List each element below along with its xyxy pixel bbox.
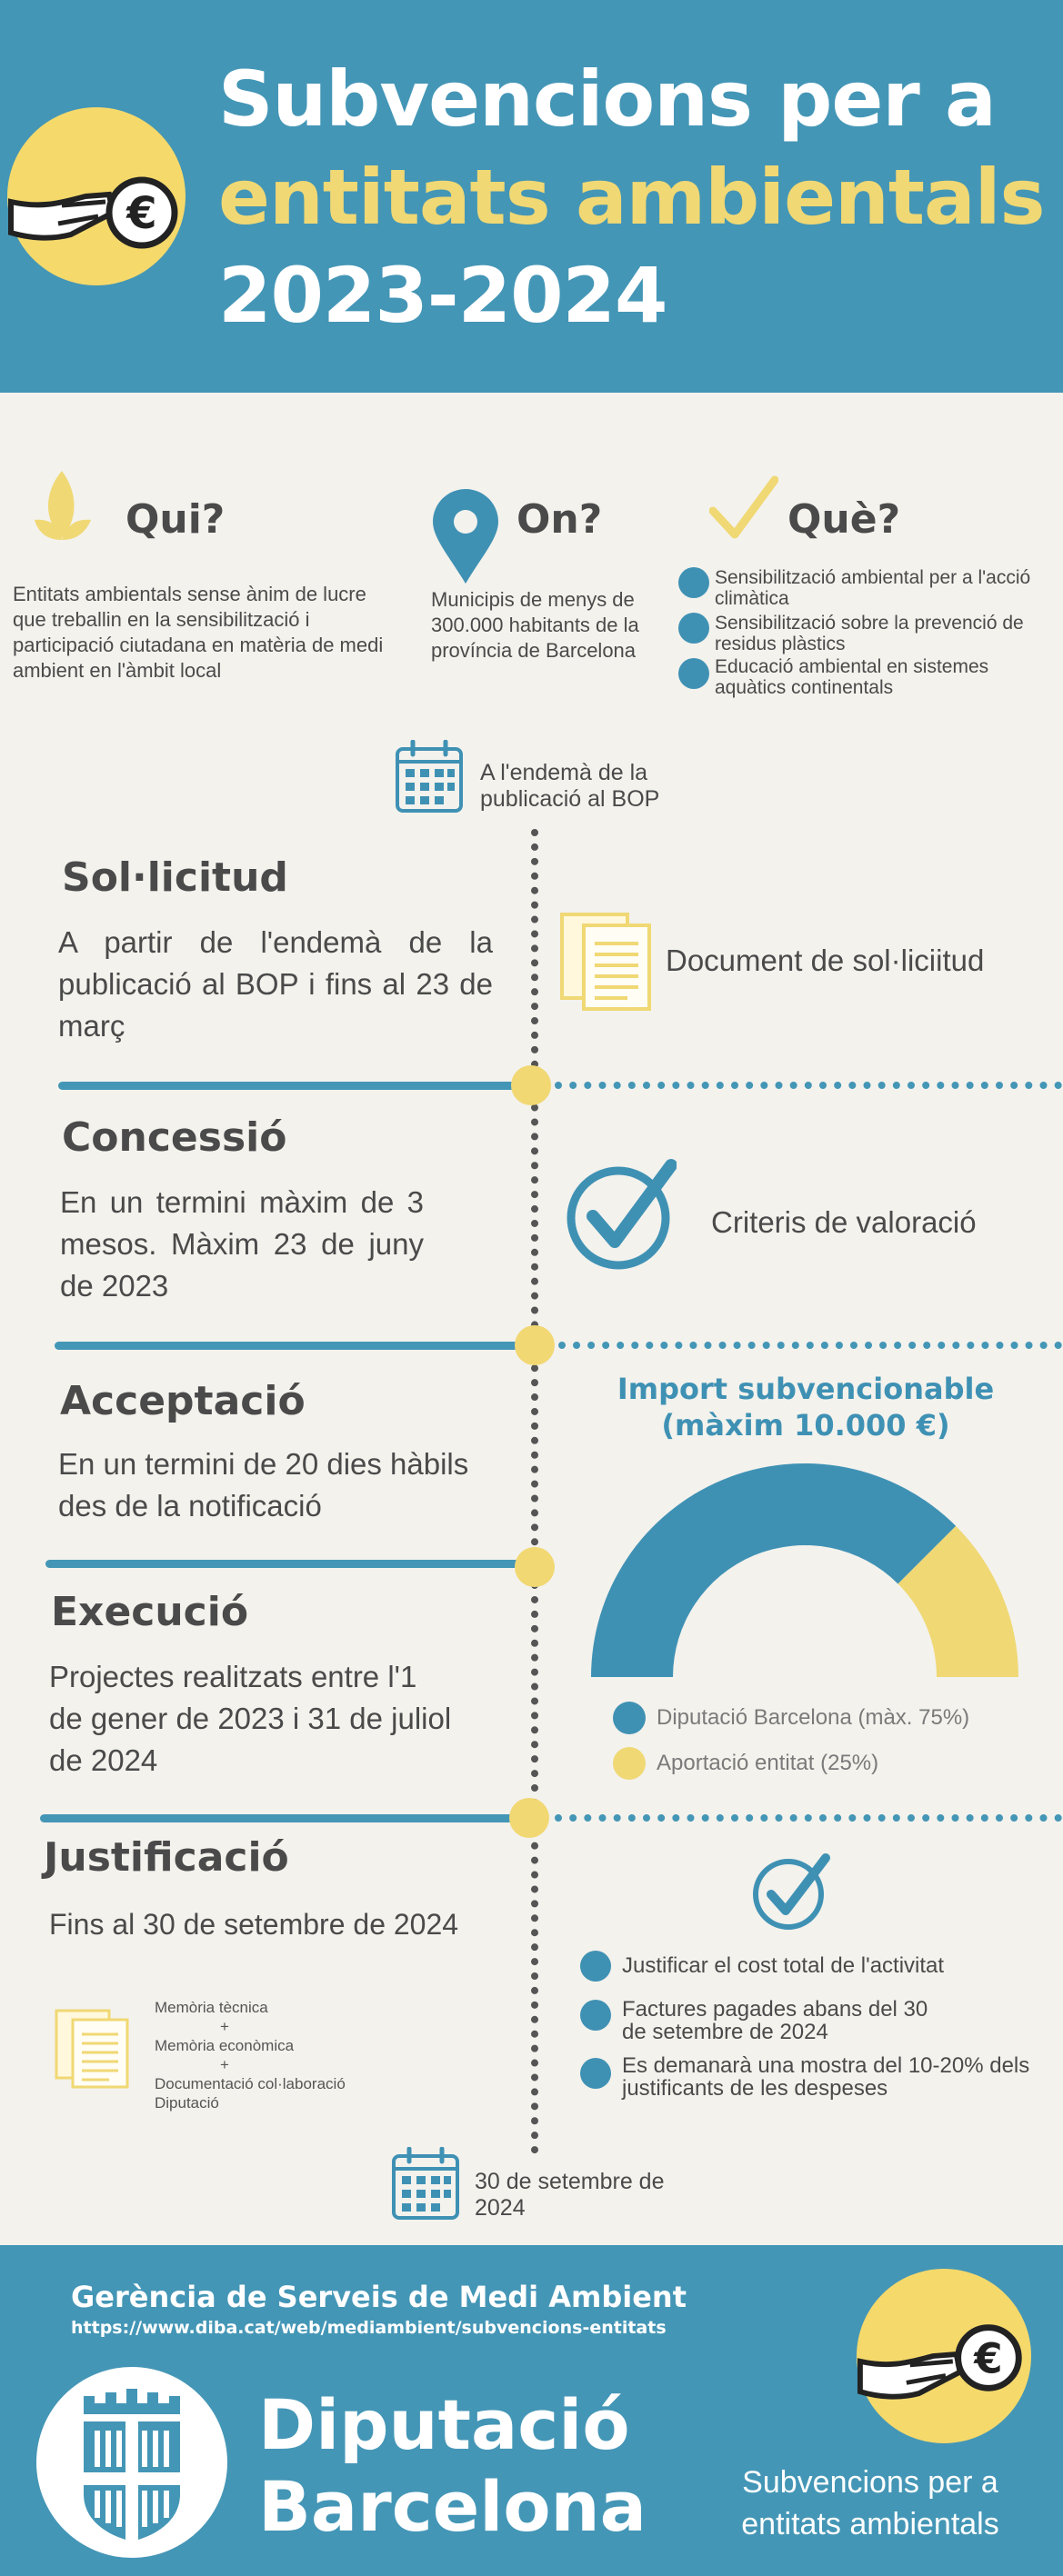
import-title	[587, 1371, 1024, 1443]
timeline-axis	[531, 829, 538, 2154]
step-text-concessio: En un termini màxim de 3 mesos. Màxim 23 de juny de 2023	[60, 1185, 424, 1303]
concessio-side-label: Criteris de valoració	[711, 1205, 977, 1239]
check-circle-icon	[749, 1851, 831, 1937]
que-bullet	[678, 613, 709, 644]
timeline-node	[515, 1547, 555, 1587]
title-line-1: Subvencions per a	[218, 55, 996, 144]
step-text-justificacio: Fins al 30 de setembre de 2024	[49, 1908, 459, 1941]
que-bullet	[678, 658, 709, 689]
justificacio-documents	[155, 1998, 391, 2112]
brand-diputacio: Diputació	[258, 2384, 630, 2465]
check-circle-icon	[562, 1156, 677, 1275]
doc-item: Memòria econòmica	[155, 2037, 295, 2054]
timeline-bar	[58, 1082, 522, 1090]
timeline-bar	[45, 1560, 527, 1568]
justificacio-bullet	[580, 2058, 611, 2089]
doc-plus: +	[220, 2018, 229, 2035]
qui-heading: Qui?	[125, 496, 226, 543]
doc-item: Documentació col·laboració Diputació	[155, 2075, 346, 2112]
footer-url-link[interactable]: https://www.diba.cat/web/mediambient/subvencions-entitats	[71, 2318, 667, 2338]
footer-org: Gerència de Serveis de Medi Ambient	[71, 2280, 687, 2314]
checkmark-icon	[709, 474, 778, 548]
doc-plus: +	[220, 2056, 229, 2073]
hand-euro-icon	[7, 107, 186, 285]
justificacio-item: Es demanarà una mostra del 10-20% dels justificants de les despeses	[622, 2053, 1030, 2101]
diputacio-seal-logo	[36, 2367, 227, 2558]
title-line-3: 2023-2024	[218, 251, 667, 340]
step-title-acceptacio: Acceptació	[60, 1378, 306, 1424]
coat-of-arms-icon	[36, 2367, 227, 2558]
document-icon	[560, 913, 653, 1015]
calendar-icon	[391, 2147, 460, 2226]
import-title-line2: (màxim 10.000 €)	[661, 1408, 950, 1443]
timeline-node	[515, 1325, 555, 1365]
on-text: Municipis de menys de 300.000 habitants de la província de Barcelona	[431, 588, 639, 662]
step-title-solicitud: Sol·licitud	[62, 854, 288, 901]
timeline-dots	[555, 1082, 1062, 1089]
step-text-solicitud: A partir de l'endemà de la publicació al BOP i fins al 23 de març	[58, 925, 493, 1043]
calendar-icon	[395, 740, 464, 819]
que-heading: Què?	[787, 496, 901, 543]
que-bullet	[678, 567, 709, 598]
legend-label-diputacio: Diputació Barcelona (màx. 75%)	[657, 1705, 970, 1730]
legend-label-entitat: Aportació entitat (25%)	[657, 1751, 879, 1775]
footer-subtitle: Subvencions per a entitats ambientals	[741, 2465, 999, 2541]
svg-text:€: €	[974, 2334, 1003, 2383]
justificacio-item: Factures pagades abans del 30 de setembre de 2024	[622, 1997, 928, 2044]
timeline-node	[511, 1065, 551, 1105]
timeline-dots	[558, 1342, 1062, 1349]
title-line-2: entitats ambientals	[218, 153, 1045, 242]
donut-slice-0	[591, 1463, 956, 1677]
qui-text: Entitats ambientals sense ànim de lucre que treballin en la sensibilització i participació ciutadana en matèria de medi ambient en l'àmbit local	[13, 583, 384, 682]
justificacio-item: Justificar el cost total de l'activitat	[622, 1953, 945, 1978]
step-text-acceptacio: En un termini de 20 dies hàbils des de la notificació	[58, 1447, 469, 1523]
timeline-bar	[55, 1342, 527, 1350]
legend-swatch-entitat	[613, 1747, 646, 1780]
justificacio-bullet	[580, 1951, 611, 1982]
doc-item: Memòria tècnica	[155, 1999, 268, 2016]
timeline-start-label: A l'endemà de la publicació al BOP	[480, 760, 660, 812]
step-title-justificacio: Justificació	[44, 1834, 289, 1881]
import-title-line1: Import subvencionable	[617, 1372, 995, 1406]
on-heading: On?	[516, 496, 603, 543]
que-item: Sensibilització ambiental per a l'acció climàtica	[715, 567, 1031, 609]
step-title-concessio: Concessió	[62, 1114, 287, 1161]
timeline-dots	[555, 1814, 1062, 1822]
timeline-bar	[40, 1814, 522, 1822]
brand-barcelona: Barcelona	[258, 2466, 647, 2547]
legend-swatch-diputacio	[613, 1702, 646, 1734]
solicitud-side-label: Document de sol·liciitud	[666, 944, 985, 977]
footer-hand-coin-logo	[857, 2269, 1031, 2443]
step-title-execucio: Execució	[51, 1589, 249, 1635]
step-text-execucio: Projectes realitzats entre l'1 de gener de 2023 i 31 de juliol de 2024	[49, 1660, 452, 1777]
que-item: Sensibilització sobre la prevenció de residus plàstics	[715, 613, 1024, 654]
timeline-node	[509, 1798, 549, 1838]
import-half-donut-chart	[582, 1454, 1028, 1691]
leaf-icon	[25, 465, 98, 552]
location-pin-icon	[431, 487, 500, 590]
que-item: Educació ambiental en sistemes aquàtics continentals	[715, 656, 989, 698]
document-icon	[55, 2009, 131, 2093]
justificacio-bullet	[580, 2000, 611, 2031]
svg-text:€: €	[126, 188, 157, 239]
hand-euro-icon	[857, 2269, 1031, 2443]
timeline-end-label: 30 de setembre de 2024	[475, 2169, 665, 2221]
hand-coin-logo	[7, 107, 186, 285]
